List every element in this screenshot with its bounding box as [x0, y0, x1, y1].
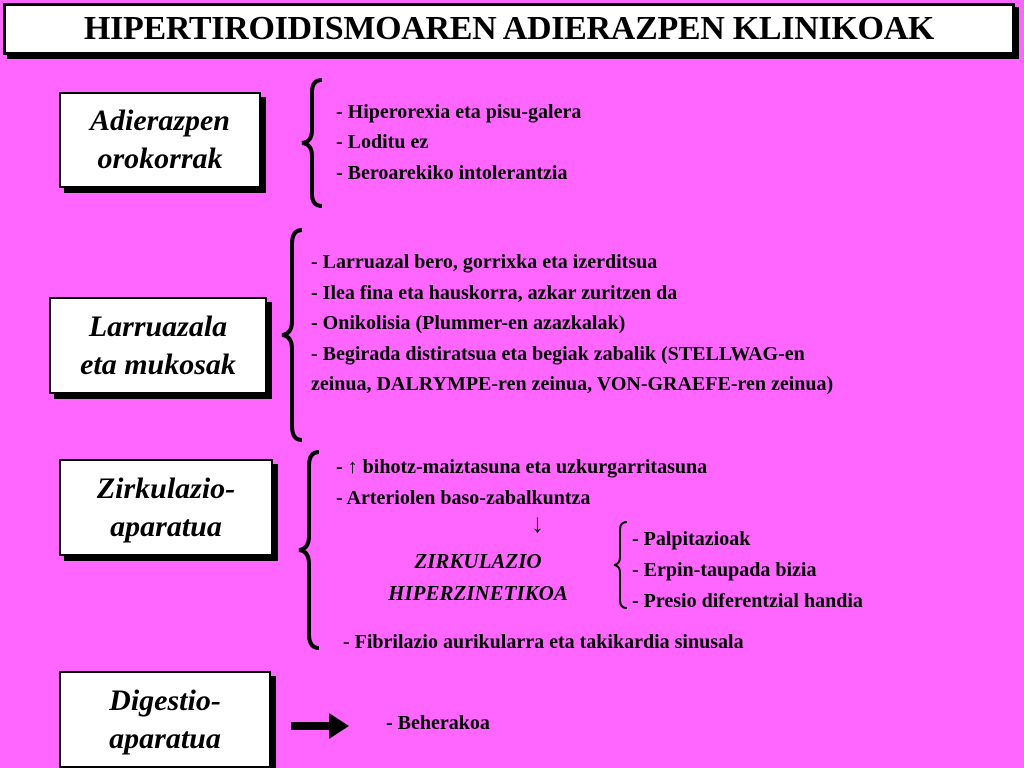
- category-label-line2: aparatua: [109, 721, 221, 755]
- list-item: - Beherakoa: [386, 712, 490, 734]
- category-box-zirkulazio: [59, 459, 273, 556]
- list-item: - Loditu ez: [336, 131, 429, 153]
- brace-larruazala: [280, 228, 310, 442]
- list-item: - Begirada distiratsua eta begiak zabalik (STELLWAG-en: [311, 343, 805, 365]
- list-item: - Onikolisia (Plummer-en azazkalak): [311, 312, 626, 334]
- page-title: HIPERTIROIDISMOAREN ADIERAZPEN KLINIKOAK: [83, 10, 935, 47]
- list-item: zeinua, DALRYMPE-ren zeinua, VON-GRAEFE-ren zeinua): [311, 373, 834, 395]
- down-arrow-icon: ↓: [531, 509, 544, 538]
- title-bar: [0, 0, 1024, 62]
- category-label-line1: Adierazpen: [89, 104, 230, 137]
- list-item: - ↑ bihotz-maiztasuna eta uzkurgarritasuna: [336, 456, 708, 478]
- category-label-line2: orokorrak: [97, 142, 223, 175]
- list-item: - Arteriolen baso-zabalkuntza: [336, 487, 591, 509]
- category-label-line2: aparatua: [110, 509, 222, 543]
- list-item: - Hiperorexia eta pisu-galera: [336, 101, 582, 123]
- category-label-line2: eta mukosak: [80, 347, 236, 381]
- brace-orokorrak: [300, 78, 330, 208]
- list-item: - Erpin-taupada bizia: [632, 559, 817, 581]
- right-arrow-icon: [291, 711, 351, 741]
- list-item: - Larruazal bero, gorrixka eta izerditsua: [311, 251, 658, 273]
- list-item: - Ilea fina eta hauskorra, azkar zuritzen da: [311, 282, 678, 304]
- list-item: - Palpitazioak: [632, 528, 751, 550]
- category-label-line1: Larruazala: [88, 309, 228, 343]
- category-label-line1: Digestio-: [109, 683, 221, 717]
- sub-title-zirkulazio-hiperzinetikoa: [352, 545, 604, 609]
- sub-title-line2: HIPERZINETIKOA: [388, 581, 568, 605]
- category-box-digestio: [59, 671, 271, 768]
- list-item: - Fibrilazio aurikularra eta takikardia sinusala: [343, 631, 744, 653]
- brace-sub-zirkulazio: [612, 520, 632, 610]
- category-box-orokorrak: [59, 92, 261, 188]
- title-box: [3, 3, 1015, 55]
- brace-zirkulazio: [297, 450, 327, 650]
- sub-title-line1: ZIRKULAZIO: [414, 549, 542, 573]
- list-item: - Beroarekiko intolerantzia: [336, 162, 568, 184]
- list-item: - Presio diferentzial handia: [632, 590, 863, 612]
- category-label-line1: Zirkulazio-: [96, 471, 236, 505]
- category-box-larruazala: [49, 297, 267, 394]
